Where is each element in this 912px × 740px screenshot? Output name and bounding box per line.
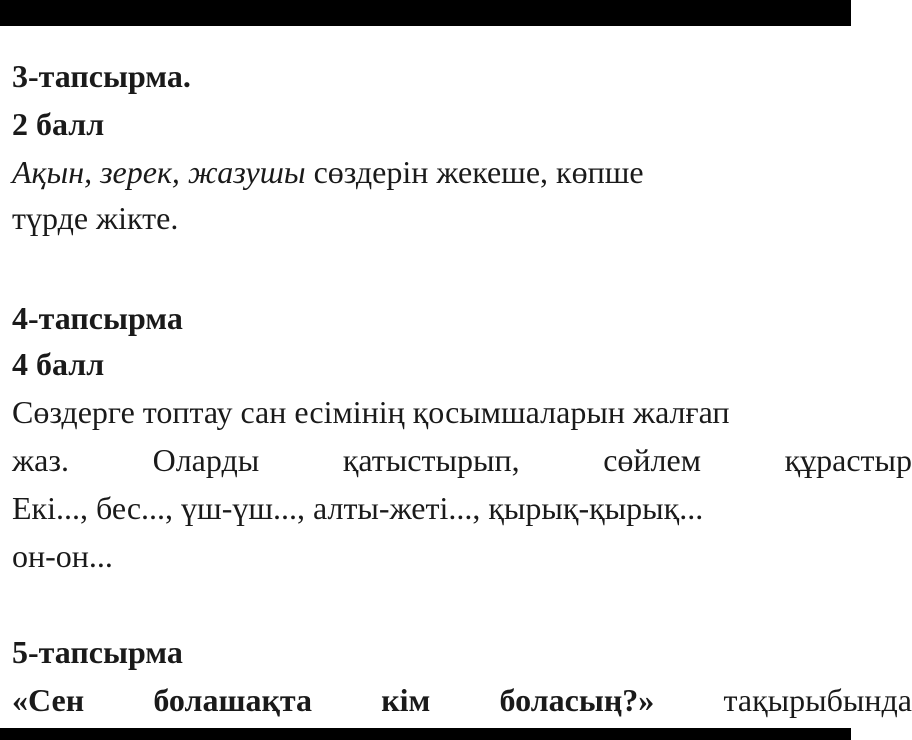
task4-line2-word: сөйлем — [603, 442, 701, 478]
task4-line2-word: жаз. — [12, 442, 69, 478]
task3-instruction-line2: түрде жікте. — [12, 200, 179, 236]
task5-title: 5-тапсырма — [12, 634, 183, 670]
task3-points: 2 балл — [12, 106, 105, 142]
task4-line2-word: Оларды — [152, 442, 260, 478]
task4-line4: он-он... — [12, 538, 113, 574]
task5-line1-word: «Сен — [12, 682, 85, 718]
task3-instruction-rest: сөздерін жекеше, көпше — [305, 154, 644, 190]
task4-line2-word: құрастыр — [784, 442, 912, 478]
task3-title: 3-тапсырма. — [12, 58, 191, 94]
task4-line2 — [12, 440, 912, 480]
task3-instruction-words: Ақын, зерек, жазушы — [12, 154, 306, 190]
task4-line3: Екі..., бес..., үш-үш..., алты-жеті..., қырық-қырық... — [12, 490, 704, 526]
task5-line1-word: боласың?» — [499, 682, 655, 718]
task4-line1: Сөздерге топтау сан есімінің қосымшаларын жалғап — [12, 394, 730, 430]
task4-title: 4-тапсырма — [12, 300, 183, 336]
task4-line2-word: қатыстырып, — [342, 442, 520, 478]
task5-line1-word: кім — [381, 682, 431, 718]
task5-line1 — [12, 680, 912, 720]
task5-line1-word: болашақта — [153, 682, 313, 718]
task5-line1-rest: тақырыбында — [723, 682, 912, 718]
task3-instruction — [12, 152, 644, 192]
bottom-black-bar — [0, 728, 851, 740]
task4-points: 4 балл — [12, 346, 105, 382]
